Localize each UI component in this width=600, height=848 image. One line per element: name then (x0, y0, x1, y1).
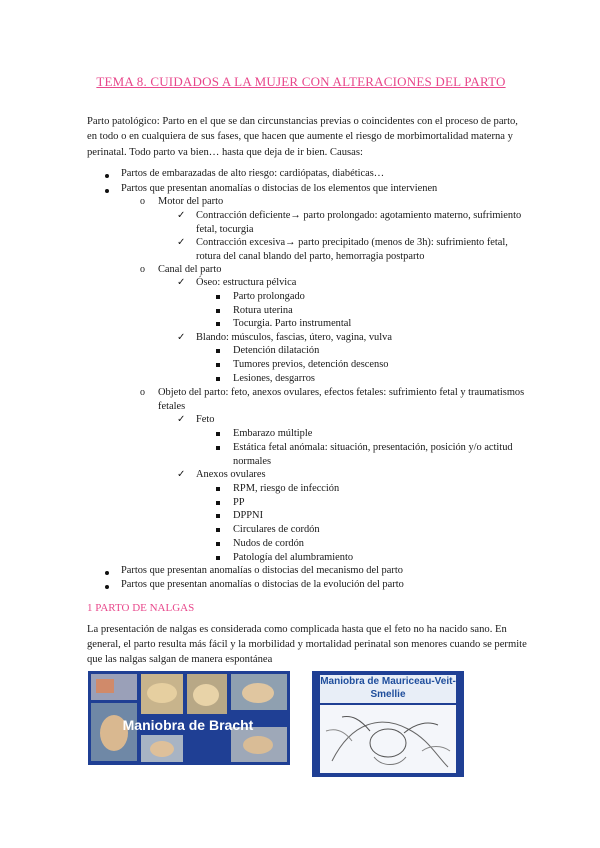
list-item: DPPNI (233, 510, 264, 521)
square-bullet-icon (216, 446, 220, 450)
list-item: Óseo: estructura pélvica (196, 277, 297, 288)
list-item: Feto (196, 414, 215, 425)
list-item: Partos que presentan anomalías o distocias de los elementos que intervienen (121, 183, 438, 194)
square-bullet-icon (216, 349, 220, 353)
square-bullet-icon (216, 487, 220, 491)
bullet-dot-icon (105, 585, 109, 589)
section-paragraph: La presentación de nalgas es considerada como complicada hasta que el feto no ha nacido sano. En general, el parto resulta más fácil y la morbilidad y mortalidad perinatal son menores cuando se permite que las nalgas salgan de manera espontánea (87, 624, 527, 666)
list-item: Nudos de cordón (233, 538, 304, 549)
check-icon: ✓ (177, 277, 186, 288)
square-bullet-icon (216, 514, 220, 518)
check-icon: ✓ (177, 237, 186, 248)
square-bullet-icon (216, 363, 220, 367)
check-icon: ✓ (177, 332, 186, 343)
mauriceau-label: Maniobra de Mauriceau-Veit-Smellie (320, 675, 456, 703)
list-item: Motor del parto (158, 196, 224, 207)
list-item: PP (233, 497, 245, 508)
list-item: Contracción deficiente→ parto prolongado: agotamiento materno, sufrimiento fetal, tocurgia (196, 210, 522, 235)
list-item: Partos de embarazadas de alto riesgo: cardiópatas, diabéticas… (121, 168, 385, 179)
list-item: Lesiones, desgarros (233, 373, 315, 384)
circle-o-icon: o (140, 387, 145, 398)
list-item: Anexos ovulares (196, 469, 266, 480)
document-title: TEMA 8. CUIDADOS A LA MUJER CON ALTERACIONES DEL PARTO (96, 74, 506, 89)
list-item: Tumores previos, detención descenso (233, 359, 389, 370)
list-item: Detención dilatación (233, 345, 320, 356)
list-item: Canal del parto (158, 264, 222, 275)
bracht-label: Maniobra de Bracht (122, 717, 254, 733)
bullet-dot-icon (105, 189, 109, 193)
list-item: Tocurgia. Parto instrumental (233, 318, 352, 329)
mauriceau-figure (312, 671, 464, 777)
list-item: Blando: músculos, fascias, útero, vagina, vulva (196, 332, 392, 343)
square-bullet-icon (216, 432, 220, 436)
circle-o-icon: o (140, 196, 145, 207)
bullet-dot-icon (105, 174, 109, 178)
square-bullet-icon (216, 501, 220, 505)
circle-o-icon: o (140, 264, 145, 275)
square-bullet-icon (216, 377, 220, 381)
list-item: Estática fetal anómala: situación, presentación, posición y/o actitud normales (233, 442, 513, 467)
list-item: Contracción excesiva→ parto precipitado (menos de 3h): sufrimiento fetal, rotura del canal blando del parto, hemorragia postparto (196, 237, 508, 262)
bracht-figure (88, 671, 290, 765)
bullet-dot-icon (105, 571, 109, 575)
square-bullet-icon (216, 542, 220, 546)
check-icon: ✓ (177, 414, 186, 425)
list-item: Parto prolongado (233, 291, 305, 302)
list-item: Embarazo múltiple (233, 428, 313, 439)
square-bullet-icon (216, 528, 220, 532)
list-item: Partos que presentan anomalías o distocias del mecanismo del parto (121, 565, 403, 576)
square-bullet-icon (216, 556, 220, 560)
mauriceau-illustration (312, 671, 464, 777)
check-icon: ✓ (177, 469, 186, 480)
list-item: Objeto del parto: feto, anexos ovulares, efectos fetales: sufrimiento fetal y traumatismos fetales (158, 387, 525, 412)
check-icon: ✓ (177, 210, 186, 221)
list-item: RPM, riesgo de infección (233, 483, 340, 494)
intro-paragraph: Parto patológico: Parto en el que se dan circunstancias previas o coincidentes con el proceso de parto, en todo o en cualquiera de sus fases, que hacen que aumente el riesgo de morbimortalidad materna y perinatal. Todo parto va bien… hasta que deja de ir bien. Causas: (87, 116, 518, 158)
list-item: Rotura uterina (233, 305, 293, 316)
section-heading: 1 PARTO DE NALGAS (87, 602, 195, 614)
list-item: Partos que presentan anomalías o distocias de la evolución del parto (121, 579, 404, 590)
list-item: Patología del alumbramiento (233, 552, 354, 563)
square-bullet-icon (216, 322, 220, 326)
square-bullet-icon (216, 295, 220, 299)
list-item: Circulares de cordón (233, 524, 320, 535)
square-bullet-icon (216, 309, 220, 313)
